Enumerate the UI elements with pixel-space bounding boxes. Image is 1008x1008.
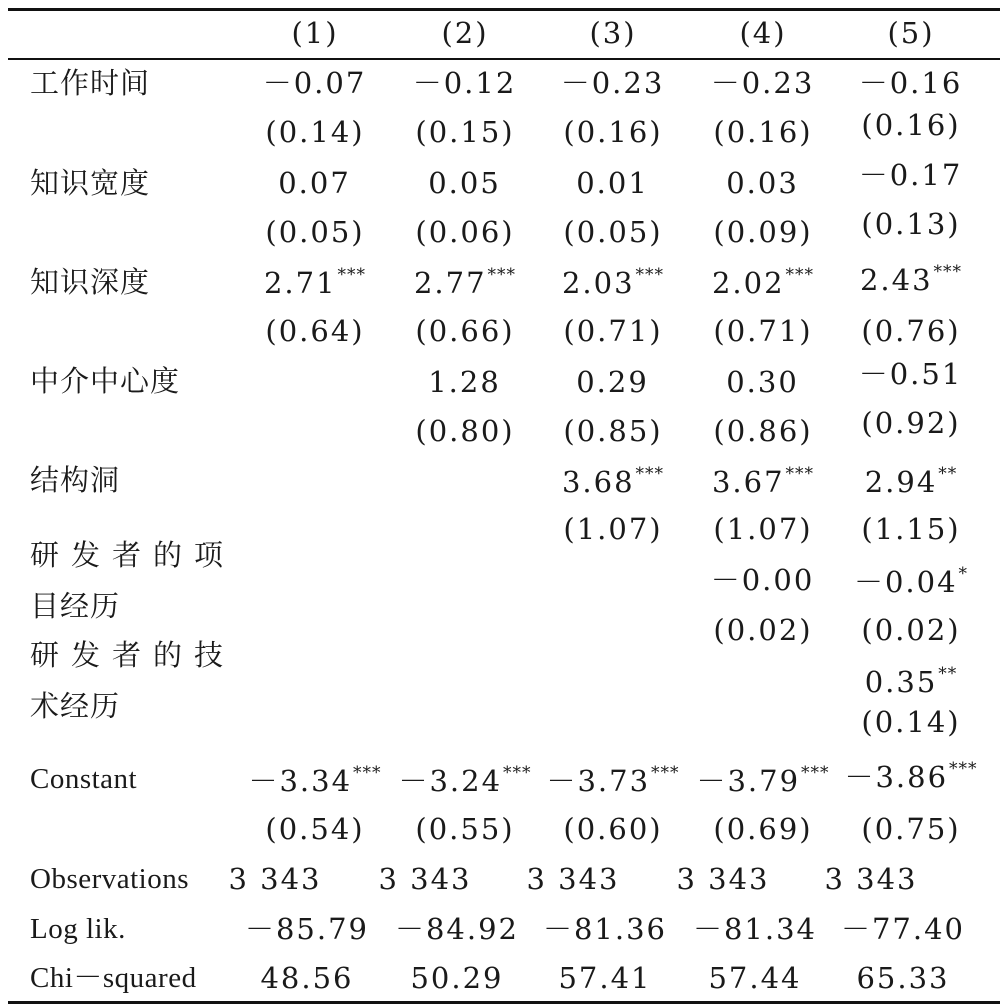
coef-cell: 0.01 [576, 166, 649, 200]
stat-cell: 57.41 [558, 961, 652, 995]
se-cell: (0.16) [713, 115, 813, 149]
column-header-3: (3) [589, 16, 637, 50]
stat-cell: 3 343 [378, 862, 472, 896]
stat-cell: 3 343 [526, 862, 620, 896]
se-cell: (0.09) [713, 215, 813, 249]
row-label-structural-holes: 结构洞 [30, 463, 121, 497]
coef-cell: 2.77*** [413, 265, 517, 300]
se-cell: (0.13) [861, 207, 961, 241]
se-cell: (0.14) [861, 705, 961, 739]
coef-cell: 2.03*** [561, 265, 665, 300]
row-label-project-experience: 研发者的项 [30, 538, 236, 572]
se-cell: (0.86) [713, 414, 813, 448]
stat-cell: 3 343 [228, 862, 322, 896]
row-label-knowledge-breadth: 知识宽度 [30, 166, 151, 200]
stat-cell: －84.92 [394, 912, 520, 946]
coef-cell: －3.34*** [248, 763, 382, 798]
stat-cell: －81.36 [542, 912, 668, 946]
coef-cell: 0.05 [428, 166, 501, 200]
row-label-observations: Observations [30, 863, 190, 895]
column-header-5: (5) [887, 16, 935, 50]
row-label-technical-experience-line2: 术经历 [30, 689, 121, 723]
se-cell: (0.60) [563, 812, 663, 846]
coef-cell: 0.07 [278, 166, 351, 200]
coef-cell: －0.00 [710, 563, 815, 597]
se-cell: (0.05) [563, 215, 663, 249]
coef-cell: 3.67*** [711, 464, 815, 499]
se-cell: (0.15) [415, 115, 515, 149]
column-header-2: (2) [441, 16, 489, 50]
coef-cell: －3.24*** [398, 763, 532, 798]
coef-cell: －0.17 [858, 158, 963, 192]
column-header-4: (4) [739, 16, 787, 50]
coef-cell: －0.07 [262, 66, 367, 100]
row-label-technical-experience: 研发者的技 [30, 638, 236, 672]
coef-cell: －0.04* [853, 564, 969, 599]
coef-cell: －0.23 [710, 66, 815, 100]
stat-cell: －81.34 [692, 912, 818, 946]
row-label-project-experience-line2: 目经历 [30, 589, 121, 623]
coef-cell: 1.28 [428, 365, 501, 399]
coef-cell: 2.02*** [711, 265, 815, 300]
se-cell: (0.75) [861, 812, 961, 846]
coef-cell: －0.12 [412, 66, 517, 100]
coef-cell: －0.23 [560, 66, 665, 100]
se-cell: (0.92) [861, 406, 961, 440]
stat-cell: 3 343 [676, 862, 770, 896]
row-label-constant: Constant [30, 763, 138, 795]
table-top-rule [8, 8, 1000, 11]
stat-cell: 50.29 [410, 961, 504, 995]
row-label-knowledge-depth: 知识深度 [30, 265, 151, 299]
stat-cell: －77.40 [840, 912, 966, 946]
se-cell: (0.69) [713, 812, 813, 846]
coef-cell: 0.30 [726, 365, 799, 399]
se-cell: (0.02) [861, 613, 961, 647]
coef-cell: －0.51 [858, 357, 963, 391]
stat-cell: 3 343 [824, 862, 918, 896]
se-cell: (0.71) [713, 314, 813, 348]
coef-cell: －0.16 [858, 66, 963, 100]
se-cell: (0.85) [563, 414, 663, 448]
coef-cell: 2.71*** [263, 265, 367, 300]
stat-cell: 57.44 [708, 961, 802, 995]
se-cell: (1.07) [563, 512, 663, 546]
coef-cell: 3.68*** [561, 464, 665, 499]
se-cell: (1.07) [713, 512, 813, 546]
row-label-betweenness-centrality: 中介中心度 [30, 364, 181, 398]
table-header-rule [8, 58, 1000, 60]
se-cell: (0.16) [563, 115, 663, 149]
stat-cell: 48.56 [260, 961, 354, 995]
coef-cell: －3.79*** [696, 763, 830, 798]
row-label-chi-squared: Chi－squared [30, 962, 197, 994]
coef-cell: 0.03 [726, 166, 799, 200]
se-cell: (0.06) [415, 215, 515, 249]
se-cell: (0.80) [415, 414, 515, 448]
table-bottom-rule [8, 1001, 1000, 1004]
se-cell: (0.14) [265, 115, 365, 149]
se-cell: (0.66) [415, 314, 515, 348]
se-cell: (1.15) [861, 512, 961, 546]
column-header-1: (1) [291, 16, 339, 50]
coef-cell: －3.86*** [844, 759, 978, 794]
se-cell: (0.05) [265, 215, 365, 249]
coef-cell: 0.35** [864, 664, 958, 699]
se-cell: (0.55) [415, 812, 515, 846]
coef-cell: 0.29 [576, 365, 649, 399]
coef-cell: 2.94** [864, 464, 958, 499]
coef-cell: －3.73*** [546, 763, 680, 798]
se-cell: (0.76) [861, 314, 961, 348]
se-cell: (0.02) [713, 613, 813, 647]
se-cell: (0.71) [563, 314, 663, 348]
row-label-work-time: 工作时间 [30, 66, 151, 100]
coef-cell: 2.43*** [859, 262, 963, 297]
row-label-log-likelihood: Log lik. [30, 913, 126, 945]
se-cell: (0.54) [265, 812, 365, 846]
se-cell: (0.64) [265, 314, 365, 348]
stat-cell: －85.79 [244, 912, 370, 946]
se-cell: (0.16) [861, 108, 961, 142]
stat-cell: 65.33 [856, 961, 950, 995]
